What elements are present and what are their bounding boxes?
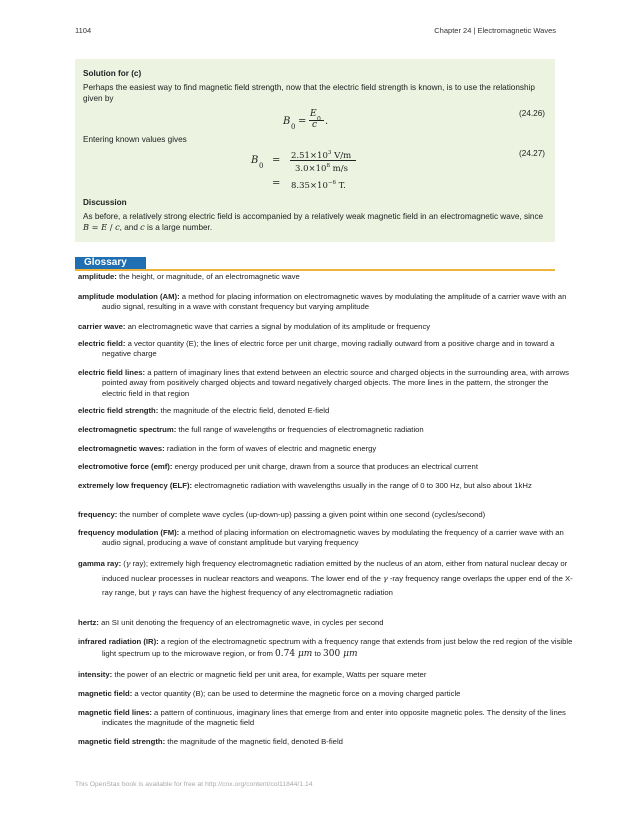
discussion-text: As before, a relatively strong electric field is accompanied by a relatively weak magnetic field in an electromagnetic wave, since B = E / c, and c is a large number. (83, 212, 544, 232)
glossary-entry-frequency-modulation: frequency modulation (FM): a method of placing information on electromagnetic waves by modulating the frequency of a carrier wave with an audio signal, producing a wave of constant amplitude but varying frequency (78, 528, 564, 548)
equation-number-24-27: (24.27) (519, 149, 545, 158)
equation-number-24-26: (24.26) (519, 109, 545, 118)
solution-box (75, 59, 555, 242)
solution-intro: Perhaps the easiest way to find magnetic field strength, now that the electric field strength is known, is to use the relationship given by (83, 83, 535, 103)
glossary-entry-electric-field: electric field: a vector quantity (E); the lines of electric force per unit charge, moving radially outward from a positive charge and in toward a negative charge (78, 339, 555, 359)
equation-24-27: B 0 = $2.51\times 10^3$ V/m $3.0\times 10^8$ m/s = $8.35\times 10^{-6}$ T. (251, 148, 391, 190)
glossary-title: Glossary (75, 257, 146, 269)
glossary-entry-hertz: hertz: an SI unit denoting the frequency of an electromagnetic wave, in cycles per second (78, 618, 384, 627)
glossary-entry-electromagnetic-spectrum: electromagnetic spectrum: the full range of wavelengths or frequencies of electromagnetic radiation (78, 425, 424, 434)
glossary-entry-electric-field-lines: electric field lines: a pattern of imaginary lines that extend between an electric source and charged objects in the surrounding area, with arrows pointed away from positively charged objects and toward negatively charged objects. The more lines in the pattern, the stronger the electric field in that region (78, 368, 569, 398)
page-footer: This OpenStax book is available for free at http://cnx.org/content/col11844/1.14 (75, 781, 313, 788)
glossary-entry-elf: extremely low frequency (ELF): electromagnetic radiation with wavelengths usually in the range of 0 to 300 Hz, but also about 1kHz (78, 481, 532, 490)
glossary-entry-frequency: frequency: the number of complete wave cycles (up-down-up) passing a given point within one second (cycles/second) (78, 510, 486, 519)
page-number: 1104 (75, 26, 92, 35)
glossary-entry-magnetic-field: magnetic field: a vector quantity (B); can be used to determine the magnetic force on a moving charged particle (78, 689, 461, 698)
glossary-entry-magnetic-field-lines: magnetic field lines: a pattern of continuous, imaginary lines that emerge from and enter into opposite magnetic poles. The density of the lines indicates the magnitude of the magnetic field (78, 708, 566, 728)
entering-known-values: Entering known values gives (83, 135, 187, 144)
solution-heading: Solution for (c) (83, 69, 142, 78)
glossary-entry-amplitude: amplitude: the height, or magnitude, of an electromagnetic wave (78, 272, 300, 281)
glossary-entry-infrared: infrared radiation (IR): a region of the electromagnetic spectrum with a frequency range that extends from just below the red region of the visible light spectrum up to the microwave region, or from 0.74 μm to 300 μm (78, 637, 573, 659)
equation-24-26: B 0 = E 0 c . (283, 109, 329, 131)
glossary-entry-gamma-ray: gamma ray: (γ ray); extremely high frequency electromagnetic radiation emitted by the nucleus of an atom, either from natural nuclear decay or induced nuclear processes in nuclear reactors and weapons. The lower end of the γ -ray frequency range overlaps the upper end of the X-ray range, but γ rays can have the highest frequency of any electromagnetic radiation (78, 559, 573, 597)
glossary-entry-electromagnetic-waves: electromagnetic waves: radiation in the form of waves of electric and magnetic energy (78, 444, 377, 453)
glossary-entry-magnetic-field-strength: magnetic field strength: the magnitude of the magnetic field, denoted B-field (78, 737, 343, 746)
glossary-entry-amplitude-modulation: amplitude modulation (AM): a method for placing information on electromagnetic waves by modulating the amplitude of a carrier wave with an audio signal, resulting in a wave with constant frequency but varying amplitude (78, 292, 567, 312)
glossary-header (75, 257, 555, 271)
glossary-entry-intensity: intensity: the power of an electric or magnetic field per unit area, for example, Watts per square meter (78, 670, 427, 679)
glossary-entry-carrier-wave: carrier wave: an electromagnetic wave that carries a signal by modulation of its amplitude or frequency (78, 322, 431, 331)
glossary-entry-electric-field-strength: electric field strength: the magnitude of the electric field, denoted E-field (78, 406, 330, 415)
discussion-heading: Discussion (83, 198, 127, 207)
chapter-title: Chapter 24 | Electromagnetic Waves (434, 26, 556, 35)
glossary-entry-emf: electromotive force (emf): energy produced per unit charge, drawn from a source that produces an electrical current (78, 462, 478, 471)
